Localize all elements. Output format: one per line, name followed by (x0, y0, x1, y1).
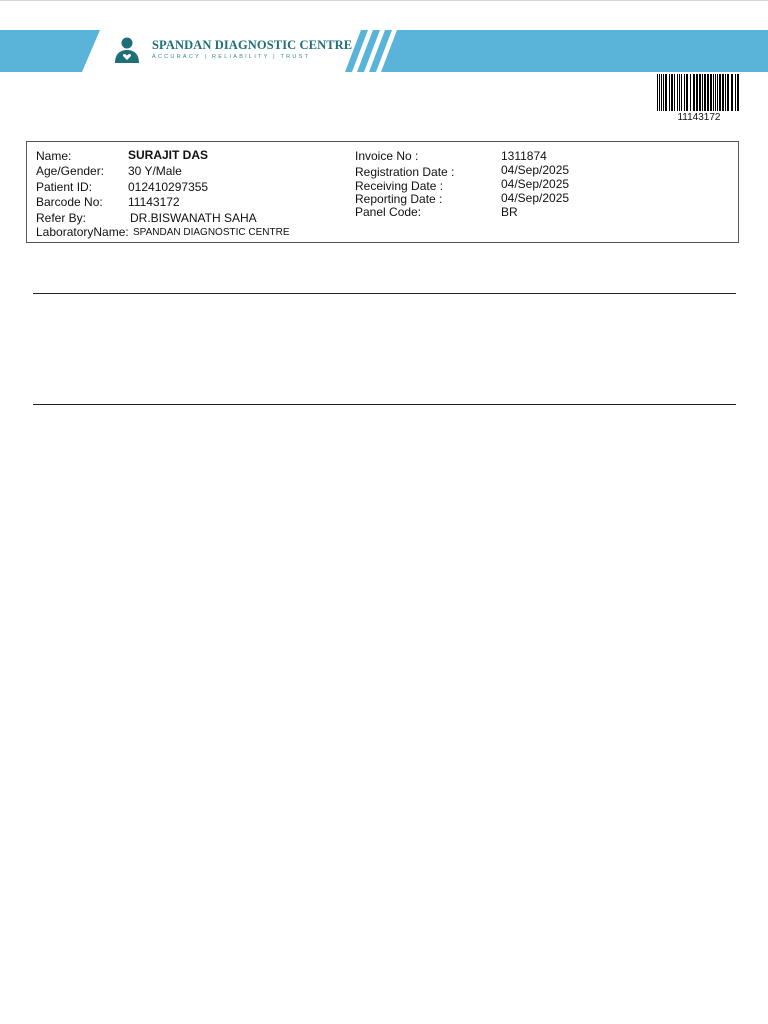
patient-age-gender: 30 Y/Male (128, 164, 182, 178)
laboratory-name-label: LaboratoryName: (36, 225, 129, 239)
barcode-bar (722, 74, 724, 111)
section-rule-bottom (33, 404, 736, 405)
patient-info-box (26, 141, 739, 243)
laboratory-name: SPANDAN DIAGNOSTIC CENTRE (133, 227, 290, 238)
barcode-bar (674, 74, 675, 111)
barcode-bar (704, 74, 706, 111)
barcode-bar (679, 74, 680, 111)
lab-brand-name: SPANDAN DIAGNOSTIC CENTRE (152, 38, 353, 52)
doctor-heart-icon (112, 36, 142, 64)
panel-code-label: Panel Code: (355, 205, 422, 219)
lab-brand-tagline: ACCURACY | RELIABILITY | TRUST (152, 54, 311, 60)
barcode-bar (727, 74, 729, 111)
barcode-bar (684, 74, 685, 111)
refer-by: DR.BISWANATH SAHA (130, 211, 257, 225)
barcode-bar (690, 74, 691, 111)
barcode-bar (735, 74, 736, 111)
barcode-bar (699, 74, 701, 111)
barcode-bar (659, 74, 660, 111)
registration-date: 04/Sep/2025 (501, 163, 570, 177)
barcode-bar (681, 74, 682, 111)
lab-brand (112, 36, 353, 66)
patient-id: 012410297355 (128, 180, 209, 194)
patient-id-label: Patient ID: (36, 180, 93, 194)
barcode-bar (693, 74, 695, 111)
barcode-bar (663, 74, 664, 111)
barcode-bar (715, 74, 716, 111)
barcode-bar (665, 74, 667, 111)
barcode-bar (710, 74, 712, 111)
barcode-bar (725, 74, 726, 111)
patient-name: SURAJIT DAS (128, 148, 209, 162)
receiving-date: 04/Sep/2025 (501, 177, 570, 191)
barcode-no: 11143172 (128, 195, 180, 209)
panel-code: BR (501, 205, 518, 219)
barcode-bar (713, 74, 714, 111)
refer-by-label: Refer By: (36, 211, 87, 225)
barcode-no-label: Barcode No: (36, 195, 103, 209)
barcode (656, 74, 742, 126)
age-gender-label: Age/Gender: (36, 164, 105, 178)
barcode-bar (737, 74, 739, 111)
barcode-bar (696, 74, 698, 111)
barcode-bar (719, 74, 721, 111)
barcode-bar (686, 74, 688, 111)
barcode-bar (671, 74, 673, 111)
barcode-bar (669, 74, 670, 111)
barcode-bar (707, 74, 709, 111)
section-rule-top (33, 293, 736, 294)
registration-date-label: Registration Date : (355, 165, 455, 179)
name-label: Name: (36, 149, 72, 163)
reporting-date: 04/Sep/2025 (501, 191, 570, 205)
barcode-bars (656, 74, 742, 111)
barcode-bar (661, 74, 662, 111)
barcode-bar (702, 74, 703, 111)
invoice-no: 1311874 (501, 149, 547, 163)
barcode-bar (677, 74, 678, 111)
reporting-date-label: Reporting Date : (355, 192, 443, 206)
receiving-date-label: Receiving Date : (355, 179, 444, 193)
barcode-bar (657, 74, 658, 111)
barcode-bar (731, 74, 733, 111)
barcode-bar (717, 74, 718, 111)
barcode-number: 11143172 (677, 112, 721, 123)
invoice-no-label: Invoice No : (355, 149, 419, 163)
